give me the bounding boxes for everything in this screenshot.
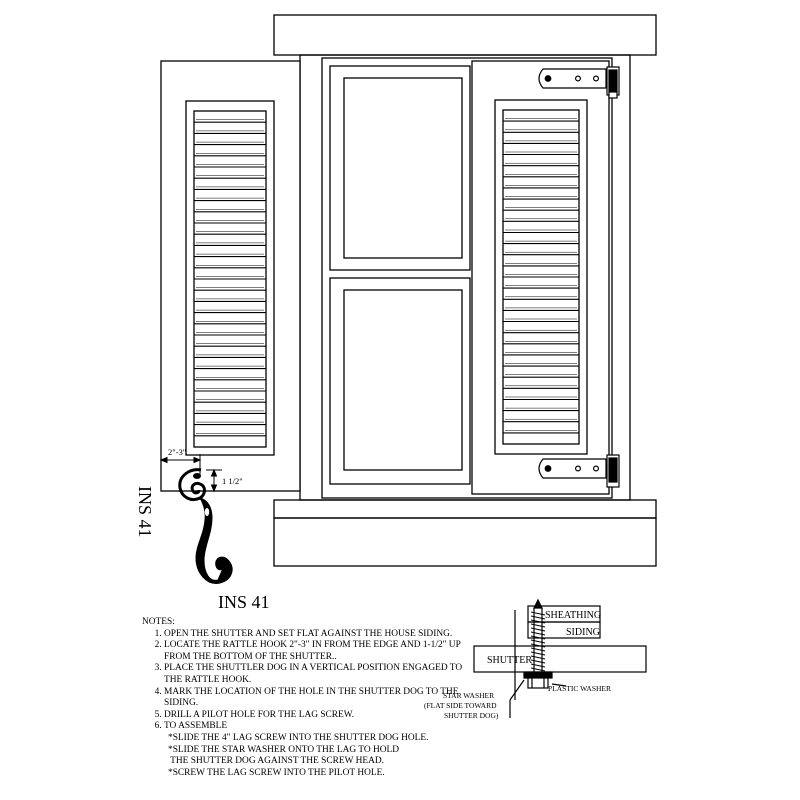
label-star-washer-1: STAR WASHER: [443, 691, 495, 700]
note-substep: *SCREW THE LAG SCREW INTO THE PILOT HOLE.: [168, 767, 385, 778]
screw-thread: [531, 640, 545, 643]
note-step: 1. OPEN THE SHUTTER AND SET FLAT AGAINST THE HOUSE SIDING.: [164, 629, 472, 641]
diagram-caption: INS 41: [218, 592, 270, 612]
note-step: 5. DRILL A PILOT HOLE FOR THE LAG SCREW.: [164, 710, 472, 722]
dimension-vertical-label: 1 1/2": [222, 476, 243, 486]
label-siding: SIDING: [566, 627, 600, 638]
window-sill: [274, 500, 656, 518]
screw-thread: [531, 664, 545, 667]
note-step: 2. LOCATE THE RATTLE HOOK 2"-3" IN FROM THE EDGE AND 1-1/2" UP FROM THE BOTTOM OF THE SHUTTER..: [164, 640, 472, 663]
screw-thread: [531, 656, 545, 659]
screw-thread: [531, 624, 545, 627]
upper-sash: [330, 66, 470, 270]
note-substep: *SLIDE THE STAR WASHER ONTO THE LAG TO HOLD: [168, 744, 400, 755]
screw-thread: [531, 616, 545, 619]
label-star-washer-3: SHUTTER DOG): [444, 711, 499, 720]
label-plastic-washer: PLASTIC WASHER: [548, 684, 611, 693]
note-substep: *SLIDE THE 4" LAG SCREW INTO THE SHUTTER DOG HOLE.: [168, 732, 429, 743]
notes-steps: [142, 629, 472, 733]
installation-notes: [142, 617, 472, 779]
left-shutter: [161, 61, 300, 491]
screw-thread: [531, 660, 545, 663]
hinge-screw: [576, 466, 581, 471]
label-sheathing: SHEATHING: [545, 610, 602, 621]
side-caption: INS 41: [135, 486, 155, 538]
screw-thread: [531, 668, 545, 671]
screw-thread: [531, 612, 545, 615]
label-star-washer-2: (FLAT SIDE TOWARD: [424, 701, 497, 710]
hinge-screw: [594, 76, 599, 81]
note-step: 6. TO ASSEMBLE: [164, 721, 472, 733]
hinge-screw: [594, 466, 599, 471]
note-substep: THE SHUTTER DOG AGAINST THE SCREW HEAD.: [168, 756, 384, 767]
note-step: 3. PLACE THE SHUTTLER DOG IN A VERTICAL POSITION ENGAGED TO THE RATTLE HOOK.: [164, 663, 472, 686]
upper-glass: [344, 78, 462, 258]
hinge-screw: [576, 76, 581, 81]
note-step: 4. MARK THE LOCATION OF THE HOLE IN THE SHUTTER DOG TO THE SIDING.: [164, 687, 472, 710]
screw-thread: [531, 652, 545, 655]
lower-sash: [330, 278, 470, 484]
notes-substeps: [142, 733, 472, 779]
screw-thread: [531, 628, 545, 631]
screw-head: [510, 672, 566, 718]
notes-heading: NOTES:: [142, 617, 175, 627]
hinge-screw: [545, 76, 551, 82]
screw-thread: [531, 632, 545, 635]
window-apron: [274, 518, 656, 566]
screw-thread: [531, 648, 545, 651]
dimension-horizontal-label: 2"-3": [168, 447, 187, 457]
hinge-screw: [545, 466, 551, 472]
lower-glass: [344, 290, 462, 470]
label-shutter: SHUTTER: [487, 655, 532, 666]
window-head-casing: [274, 15, 656, 55]
